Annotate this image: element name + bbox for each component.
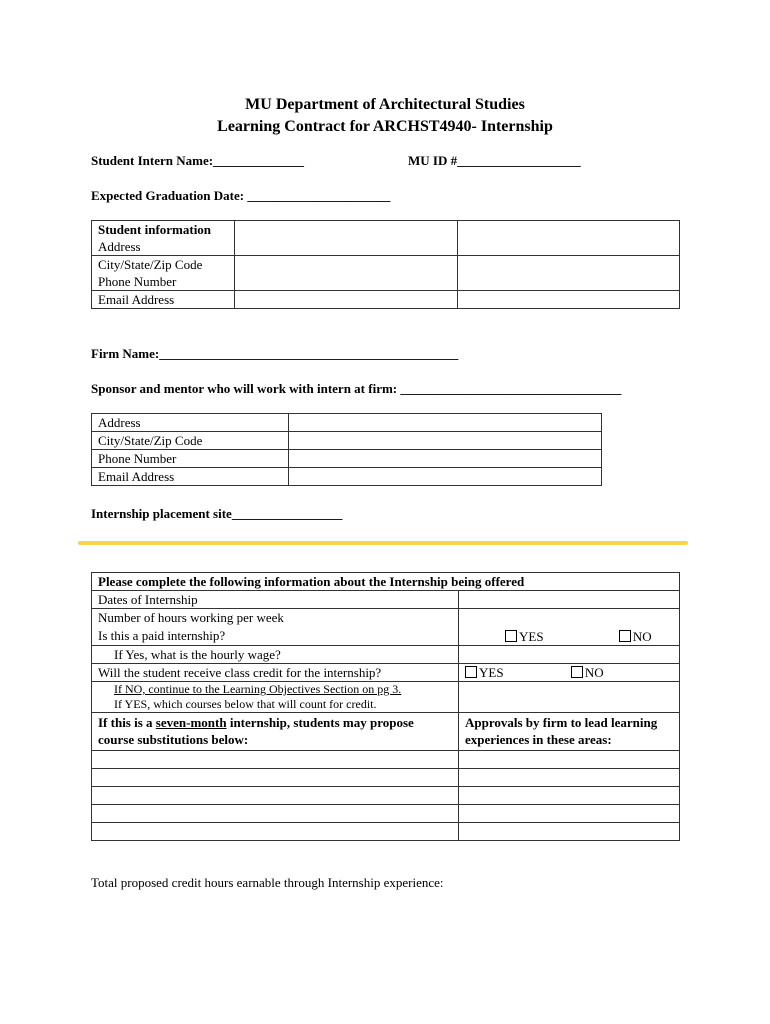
credit-no-option[interactable]	[571, 665, 604, 680]
student-info-table	[91, 220, 680, 309]
approval-row-2[interactable]	[459, 769, 680, 787]
student-email-label: Email Address	[92, 291, 235, 309]
student-email-extra[interactable]	[458, 291, 680, 309]
course-row-5[interactable]	[92, 823, 459, 841]
sponsor-phone-value[interactable]	[289, 450, 602, 468]
sponsor-city-label: City/State/Zip Code	[92, 432, 289, 450]
credit-yes-label: YES	[479, 665, 504, 680]
title-department: MU Department of Architectural Studies	[245, 96, 525, 113]
graduation-date-field[interactable]: Expected Graduation Date: ______________________	[91, 188, 391, 203]
placement-site-field[interactable]: Internship placement site_________________	[91, 506, 343, 521]
sponsor-address-value[interactable]	[289, 414, 602, 432]
approval-row-4[interactable]	[459, 805, 680, 823]
seven-month-emphasis: seven-month	[155, 715, 227, 730]
student-city-label: City/State/Zip Code	[98, 257, 203, 272]
student-address-extra[interactable]	[458, 221, 680, 256]
student-info-heading: Student information	[98, 222, 212, 237]
credit-yes-option[interactable]	[465, 665, 504, 680]
paid-no-option[interactable]	[619, 629, 652, 644]
sponsor-email-label: Email Address	[92, 468, 289, 486]
sponsor-field[interactable]: Sponsor and mentor who will work with intern at firm: __________________________________	[91, 381, 622, 396]
paid-yes-option[interactable]	[505, 629, 544, 644]
course-substitution-note	[92, 713, 459, 751]
student-address-value[interactable]	[235, 221, 458, 256]
sponsor-email-value[interactable]	[289, 468, 602, 486]
paid-yes-label: YES	[519, 629, 544, 644]
dates-label: Dates of Internship	[92, 591, 459, 609]
approval-row-5[interactable]	[459, 823, 680, 841]
student-email-value[interactable]	[235, 291, 458, 309]
credit-no-label: NO	[584, 665, 604, 680]
paid-label: Is this a paid internship?	[98, 628, 226, 643]
student-phone-label: Phone Number	[98, 274, 177, 289]
sponsor-city-value[interactable]	[289, 432, 602, 450]
paid-no-checkbox[interactable]	[619, 630, 631, 642]
credit-no-checkbox[interactable]	[571, 666, 583, 678]
hourly-wage-label: If Yes, what is the hourly wage?	[92, 646, 459, 664]
if-yes-instruction: If YES, which courses below that will count for credit.	[114, 697, 377, 711]
student-city-value[interactable]	[235, 256, 458, 291]
course-row-1[interactable]	[92, 751, 459, 769]
internship-table-heading: Please complete the following information about the Internship being offered	[92, 573, 680, 591]
approval-row-3[interactable]	[459, 787, 680, 805]
internship-table	[91, 572, 680, 841]
seven-month-prefix: If this is a	[98, 715, 156, 730]
approval-row-1[interactable]	[459, 751, 680, 769]
credit-yes-checkbox[interactable]	[465, 666, 477, 678]
firm-name-field[interactable]: Firm Name:______________________________________________	[91, 346, 459, 361]
mu-id-field[interactable]: MU ID #___________________	[408, 153, 581, 168]
hourly-wage-value[interactable]	[459, 646, 680, 664]
sponsor-phone-label: Phone Number	[92, 450, 289, 468]
dates-value[interactable]	[459, 591, 680, 609]
instruction-spacer	[459, 682, 680, 713]
student-city-extra[interactable]	[458, 256, 680, 291]
student-name-field[interactable]: Student Intern Name:______________	[91, 153, 305, 168]
sponsor-info-table	[91, 413, 602, 486]
course-row-2[interactable]	[92, 769, 459, 787]
seven-month-suffix: internship, students may propose course substitutions below:	[98, 715, 414, 747]
sponsor-address-label: Address	[92, 414, 289, 432]
paid-yes-checkbox[interactable]	[505, 630, 517, 642]
hours-label: Number of hours working per week	[98, 610, 284, 625]
total-credit-hours-label: Total proposed credit hours earnable through Internship experience:	[91, 875, 444, 890]
if-no-instruction: If NO, continue to the Learning Objectives Section on pg 3.	[114, 682, 402, 696]
course-row-3[interactable]	[92, 787, 459, 805]
credit-label: Will the student receive class credit for the internship?	[92, 664, 459, 682]
course-row-4[interactable]	[92, 805, 459, 823]
paid-no-label: NO	[632, 629, 652, 644]
approvals-note: Approvals by firm to lead learning experiences in these areas:	[459, 713, 680, 751]
student-address-label: Address	[98, 239, 141, 254]
highlight-divider	[78, 541, 688, 545]
title-contract: Learning Contract for ARCHST4940- Internship	[217, 118, 553, 135]
